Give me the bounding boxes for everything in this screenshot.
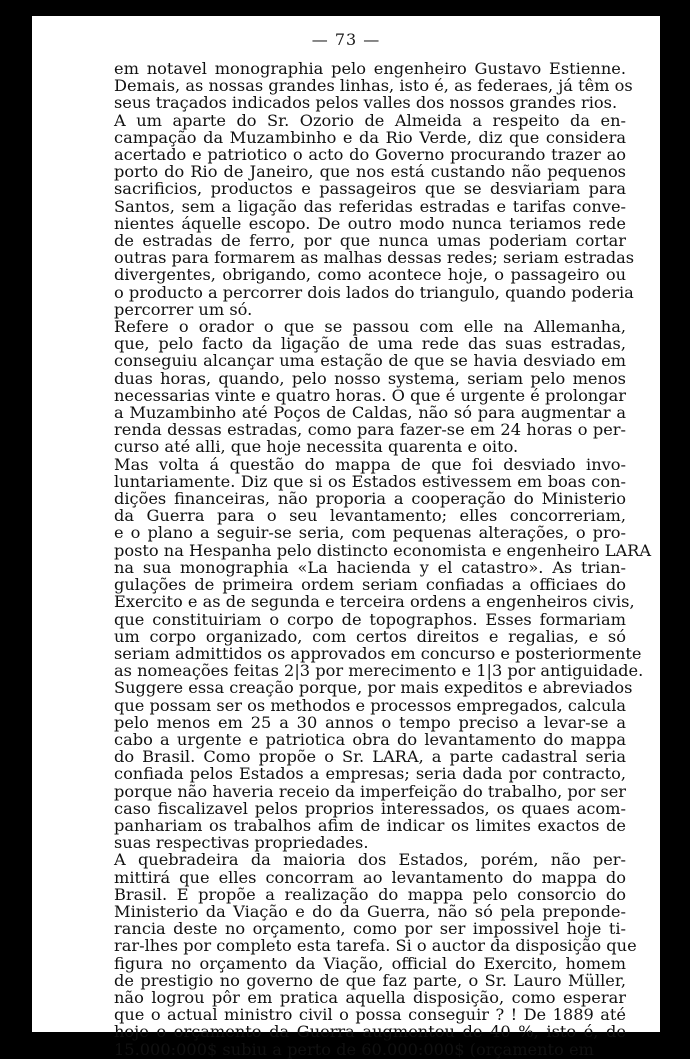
text-line: Brasil. E propõe a realização do mappa pelo consorcio do xyxy=(114,884,626,904)
text-line: percorrer um só. xyxy=(114,299,253,319)
text-line: panhariam os trabalhos afim de indicar os limites exactos de xyxy=(114,815,626,835)
text-line: nientes áquelle escopo. De outro modo nunca teriamos rede xyxy=(114,213,626,233)
text-line: não logrou pôr em pratica aquella disposição, como esperar xyxy=(114,987,626,1007)
text-line: que possam ser os methodos e processos empregados, calcula xyxy=(114,695,627,715)
text-line: Mas volta á questão do mappa de que foi desviado invo- xyxy=(114,454,626,474)
text-line: outras para formarem as malhas dessas redes; seriam estradas xyxy=(114,248,635,268)
paragraph xyxy=(88,110,635,319)
text-line: 15.000:000$ subiu a perto de 60.000:000$ (orçamento em xyxy=(114,1039,594,1059)
text-line: divergentes, obrigando, como acontece hoje, o passageiro ou xyxy=(114,265,626,285)
text-line: que, pelo facto da ligação de uma rede das suas estradas, xyxy=(114,334,626,354)
text-line: as nomeações feitas 2|3 por merecimento e 1|3 por antiguidade. xyxy=(114,661,644,681)
text-line: campação da Muzambinho e da Rio Verde, diz que considera xyxy=(114,127,626,147)
page-number: — 73 — xyxy=(311,30,381,49)
text-line: rancia deste no orçamento, como por ser impossivel hoje ti- xyxy=(114,919,626,939)
text-line: mittirá que elles concorram ao levantamento do mappa do xyxy=(114,867,626,887)
text-line: da Guerra para o seu levantamento; elles concorreriam, xyxy=(114,506,626,526)
paragraph xyxy=(88,59,633,113)
text-line: porto do Rio de Janeiro, que nos está custando não pequenos xyxy=(114,162,626,182)
text-line: Refere o orador o que se passou com elle na Allemanha, xyxy=(114,317,626,337)
text-line: de estradas de ferro, por que nunca umas poderiam cortar xyxy=(114,231,626,251)
text-line: A quebradeira da maioria dos Estados, porém, não per- xyxy=(114,850,626,870)
book-page xyxy=(32,16,660,1059)
text-line: porque não haveria receio da imperfeição do trabalho, por ser xyxy=(114,781,627,801)
text-line: renda dessas estradas, como para fazer-se em 24 horas o per- xyxy=(114,420,626,440)
text-line: luntariamente. Diz que si os Estados estivessem em boas con- xyxy=(114,471,626,491)
text-line: Ministerio da Viação e do da Guerra, não só pela preponde- xyxy=(114,901,626,921)
text-line: dições financeiras, não proporia a cooperação do Ministerio xyxy=(114,489,626,509)
text-line: acertado e patriotico o acto do Governo procurando trazer ao xyxy=(114,145,626,165)
text-line: Santos, sem a ligação das referidas estradas e tarifas conve- xyxy=(114,196,626,216)
text-line: e o plano a seguir-se seria, com pequenas alterações, o pro- xyxy=(114,523,626,543)
text-line: caso fiscalizavel pelos proprios interessados, os quaes acom- xyxy=(114,798,626,818)
text-line: A um aparte do Sr. Ozorio de Almeida a respeito da en- xyxy=(114,110,626,130)
text-line: cabo a urgente e patriotica obra do levantamento do mappa xyxy=(114,729,626,749)
text-line: conseguiu alcançar uma estação de que se havia desviado em xyxy=(114,351,626,371)
text-line: Exercito e as de segunda e terceira ordens a engenheiros civis, xyxy=(114,592,635,612)
text-line: seriam admittidos os approvados em concurso e posteriormente xyxy=(114,643,642,663)
text-line: pelo menos em 25 a 30 annos o tempo preciso a levar-se a xyxy=(114,712,626,732)
text-line: em notavel monographia pelo engenheiro Gustavo Estienne. xyxy=(114,59,626,78)
text-line: necessarias vinte e quatro horas. O que é urgente é prolongar xyxy=(114,385,626,405)
paragraph xyxy=(88,850,637,1059)
text-line: do Brasil. Como propõe o Sr. LARA, a parte cadastral seria xyxy=(114,747,626,767)
text-line: duas horas, quando, pelo nosso systema, seriam pelo menos xyxy=(114,368,626,388)
text-line: curso até alli, que hoje necessita quarenta e oito. xyxy=(114,437,519,457)
text-line: hoje o orçamento da Guerra augmentou de 40 %, isto é, de xyxy=(114,1022,626,1042)
body-text xyxy=(88,59,652,1059)
text-line: um corpo organizado, com certos direitos e regalias, e só xyxy=(114,626,626,646)
text-line: confiada pelos Estados a empresas; seria dada por contracto, xyxy=(114,764,626,784)
text-line: gulações de primeira ordem seriam confiadas a officiaes do xyxy=(114,575,626,595)
text-line: na sua monographia «La hacienda y el catastro». As trian- xyxy=(114,557,626,577)
text-line: figura no orçamento da Viação, official do Exercito, homem xyxy=(114,953,626,973)
text-line: Demais, as nossas grandes linhas, isto é, as federaes, já têm os xyxy=(114,76,633,96)
text-line: o producto a percorrer dois lados do triangulo, quando poderia xyxy=(114,282,634,302)
paragraph xyxy=(88,454,652,853)
text-line: que constituiriam o corpo de topographos. Esses formariam xyxy=(114,609,626,629)
text-line: rar-lhes por completo esta tarefa. Si o auctor da disposição que xyxy=(114,936,637,956)
text-line: suas respectivas propriedades. xyxy=(114,833,369,853)
text-line: a Muzambinho até Poços de Caldas, não só para augmentar a xyxy=(114,403,626,423)
text-line: seus traçados indicados pelos valles dos nossos grandes rios. xyxy=(114,93,618,113)
text-line: de prestigio no governo de que faz parte, o Sr. Lauro Müller, xyxy=(114,970,626,990)
text-line: Suggere essa creação porque, por mais expeditos e abreviados xyxy=(114,678,633,698)
text-line: sacrificios, productos e passageiros que se desviariam para xyxy=(114,179,626,199)
text-line: posto na Hespanha pelo distincto economista e engenheiro LARA xyxy=(114,540,652,560)
paragraph xyxy=(88,318,626,456)
text-line: que o actual ministro civil o possa conseguir ? ! De 1889 até xyxy=(114,1005,626,1025)
